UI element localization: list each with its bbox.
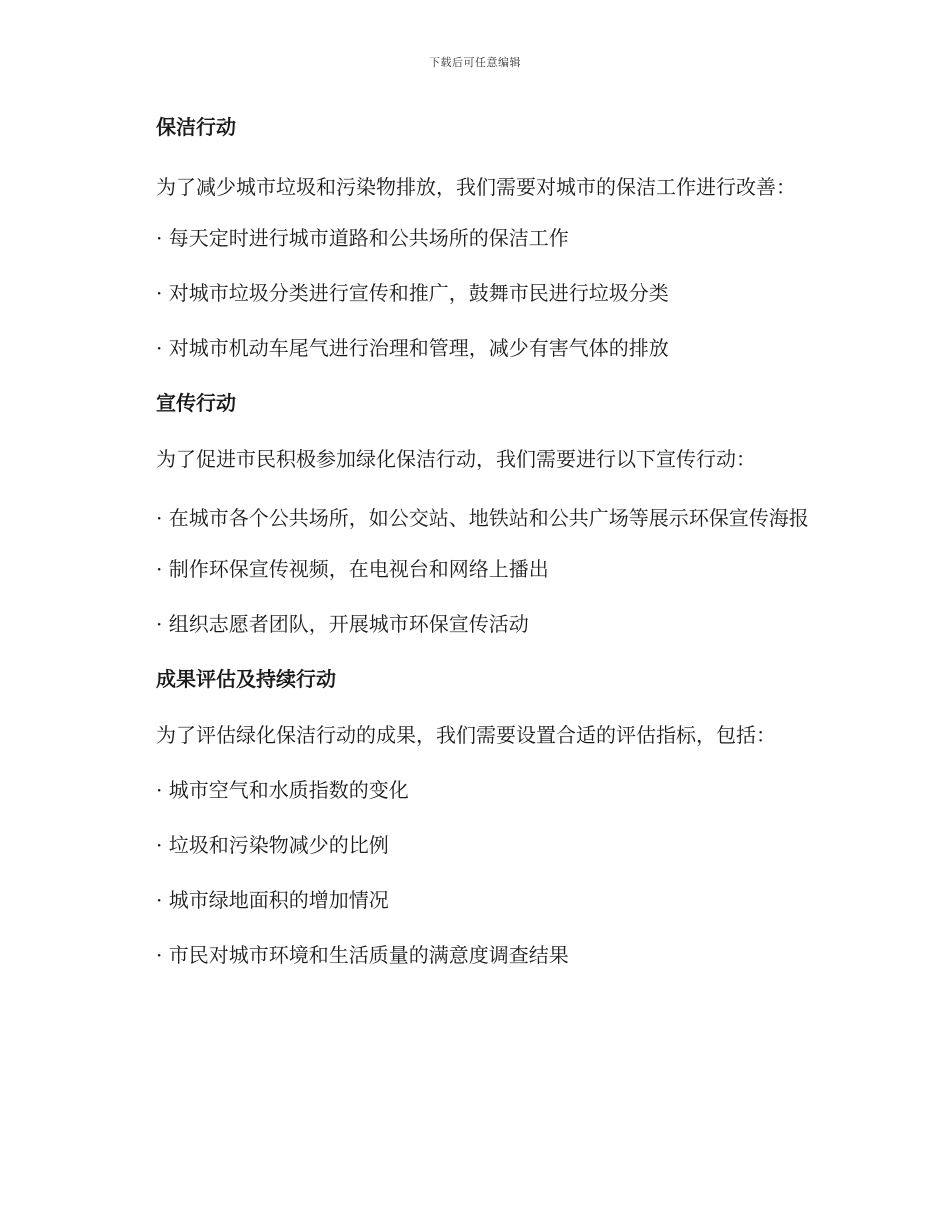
section-intro-evaluation: 为了评估绿化保洁行动的成果，我们需要设置合适的评估指标，包括：	[156, 723, 776, 747]
bullet-item: · 城市绿地面积的增加情况	[156, 888, 389, 912]
bullet-item: · 城市空气和水质指数的变化	[156, 778, 409, 802]
section-intro-cleaning: 为了减少城市垃圾和污染物排放，我们需要对城市的保洁工作进行改善：	[156, 175, 796, 199]
bullet-item: · 对城市垃圾分类进行宣传和推广，鼓舞市民进行垃圾分类	[156, 281, 669, 305]
bullet-item: · 在城市各个公共场所，如公交站、地铁站和公共广场等展示环保宣传海报	[156, 506, 809, 530]
document-body	[112, 110, 827, 993]
bullet-item: · 市民对城市环境和生活质量的满意度调查结果	[156, 943, 569, 967]
bullet-item: · 制作环保宣传视频，在电视台和网络上播出	[156, 557, 549, 581]
section-intro-publicity: 为了促进市民积极参加绿化保洁行动，我们需要进行以下宣传行动：	[156, 447, 756, 471]
bullet-item: · 对城市机动车尾气进行治理和管理，减少有害气体的排放	[156, 336, 669, 360]
section-title-evaluation: 成果评估及持续行动	[156, 667, 336, 691]
page-header: 下载后可任意编辑	[429, 56, 521, 69]
bullet-item: · 垃圾和污染物减少的比例	[156, 833, 389, 857]
bullet-item: · 组织志愿者团队，开展城市环保宣传活动	[156, 612, 529, 636]
section-title-publicity: 宣传行动	[156, 391, 236, 415]
section-title-cleaning: 保洁行动	[156, 115, 236, 139]
bullet-item: · 每天定时进行城市道路和公共场所的保洁工作	[156, 226, 569, 250]
